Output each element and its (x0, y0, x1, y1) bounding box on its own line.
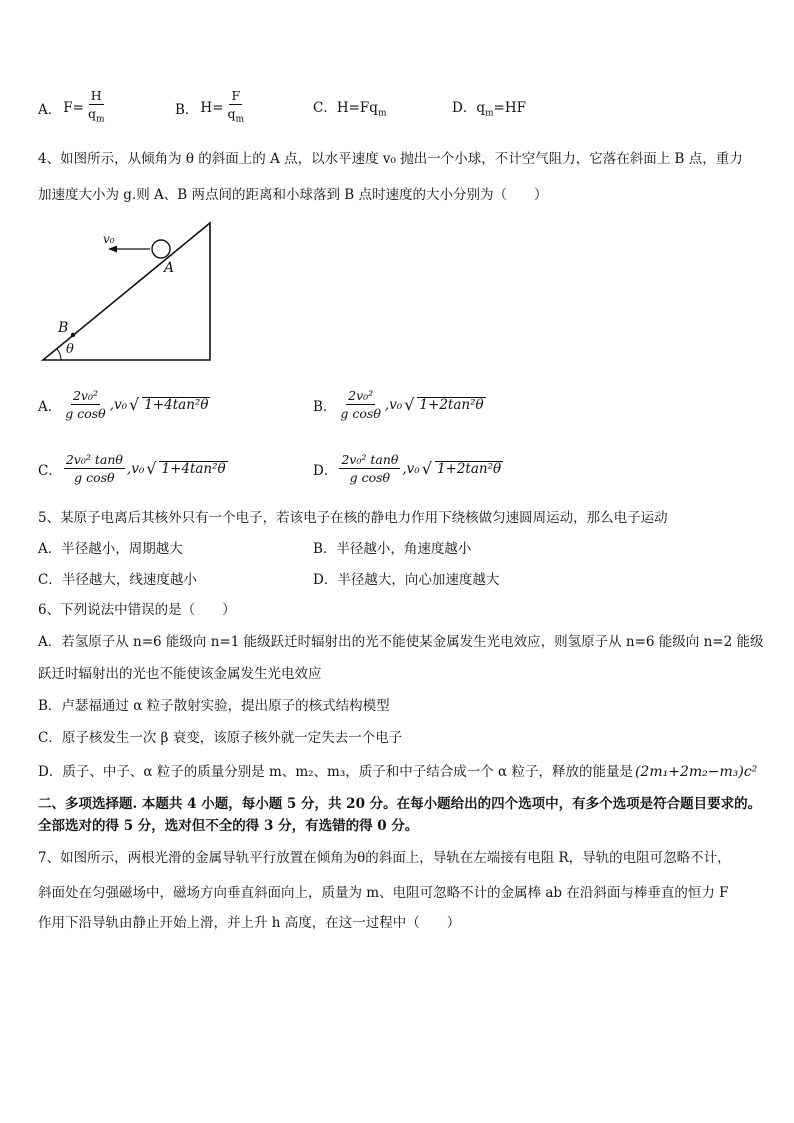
numerator: H (90, 88, 102, 103)
denominator: g cosθ (65, 406, 106, 421)
angle-arc (57, 349, 61, 360)
q4-stem-line2: 加速度大小为 g.则 A、B 两点间的距离和小球落到 B 点时速度的大小分别为（ ） (38, 187, 548, 203)
q5-option-a: A．半径越小，周期越大 (38, 541, 183, 557)
subscript: m (377, 108, 387, 119)
fraction (64, 452, 125, 485)
q3-option-c (313, 99, 386, 123)
option-label: D． (313, 462, 338, 479)
q6-option-a-line1: A．若氢原子从 n=6 能级向 n=1 能级跃迁时辐射出的光不能使某金属发生光电效应，则氢原子从 n=6 能级向 n=2 能级 (38, 634, 764, 650)
denominator: g cosθ (349, 470, 391, 485)
radical-icon: √ (146, 459, 157, 478)
q4-option-b (313, 388, 486, 421)
subscript: m (484, 108, 494, 119)
option-label: B． (313, 398, 337, 415)
q4-option-c (38, 452, 228, 485)
radicand: 1+2tan²θ (419, 396, 484, 413)
subscript: m (235, 114, 245, 125)
option-text-rest: =HF (493, 100, 526, 116)
denominator (86, 105, 107, 128)
radicand: 1+4tan²θ (161, 460, 226, 477)
radicand: 1+2tan²θ (436, 460, 502, 477)
denominator (226, 105, 247, 128)
velocity-term: ,v₀ (402, 460, 420, 477)
option-text: C．H=Fq (313, 100, 378, 116)
q4-option-d (313, 452, 503, 485)
radical-icon: √ (404, 395, 415, 414)
v0-label: v₀ (103, 232, 115, 246)
point-a-label: A (164, 260, 175, 276)
velocity-term: ,v₀ (126, 460, 145, 477)
denominator: g cosθ (74, 470, 115, 485)
numerator: 2v₀² (348, 388, 374, 403)
ball (152, 240, 170, 258)
q5-stem: 5、某原子电离后其核外只有一个电子，若该电子在核的静电力作用下绕核做匀速圆周运动，那么电子运动 (38, 510, 668, 526)
option-label: A． (38, 101, 62, 118)
numerator: 2v₀² tanθ (65, 452, 123, 467)
incline-triangle (43, 223, 210, 360)
energy-formula: (2m₁+2m₂−m₃)c² (634, 764, 758, 780)
q6-option-b: B．卢瑟福通过 α 粒子散射实验，提出原子的核式结构模型 (38, 698, 390, 714)
fraction (339, 452, 400, 485)
q4-option-a (38, 388, 210, 421)
q7-stem-line2: 斜面处在匀强磁场中，磁场方向垂直斜面向上，质量为 m、电阻可忽略不计的金属棒 ab 在沿斜面与棒垂直的恒力 F (38, 885, 729, 901)
theta-label: θ (66, 342, 74, 357)
q6-stem: 6、下列说法中错误的是（ ） (38, 602, 236, 618)
subscript: m (95, 114, 105, 125)
incline-figure (38, 218, 218, 363)
q7-stem-line3: 作用下沿导轨由静止开始上滑，并上升 h 高度，在这一过程中（ ） (38, 915, 461, 931)
q5-option-b: B．半径越小，角速度越小 (313, 541, 472, 557)
point-b-label: B (58, 320, 69, 336)
den-symbol: q (87, 106, 96, 121)
q3-option-d (452, 99, 526, 123)
option-text: D．质子、中子、α 粒子的质量分别是 m、m₂、m₃，质子和中子结合成一个 α 粒子，释放的能量是 (38, 764, 633, 780)
option-label: A． (38, 398, 62, 415)
option-text: D．q (452, 100, 485, 116)
radical-icon: √ (129, 395, 140, 414)
arrowhead-icon (108, 246, 117, 253)
q7-stem-line1: 7、如图所示，两根光滑的金属导轨平行放置在倾角为θ的斜面上，导轨在左端接有电阻 R，导轨的电阻可忽略不计， (38, 850, 731, 866)
fraction (226, 88, 247, 128)
denominator: g cosθ (340, 406, 381, 421)
radical-icon: √ (421, 459, 432, 478)
numerator: 2v₀² tanθ (341, 452, 399, 467)
fraction (86, 88, 107, 128)
velocity-term: ,v₀ (109, 396, 128, 413)
section2-line2: 全部选对的得 5 分，选对但不全的得 3 分，有选错的得 0 分。 (38, 818, 419, 834)
numerator: F (231, 88, 241, 103)
formula-lhs: F= (63, 99, 84, 116)
q3-option-b (175, 88, 246, 128)
q6-option-a-line2: 跃迁时辐射出的光也不能使该金属发生光电效应 (38, 666, 322, 682)
fraction (338, 388, 382, 421)
q6-option-c: C．原子核发生一次 β 衰变，该原子核外就一定失去一个电子 (38, 730, 403, 746)
q6-option-d (38, 763, 757, 781)
q5-option-d: D．半径越大，向心加速度越大 (313, 572, 500, 588)
q4-stem-line1: 4、如图所示，从倾角为 θ 的斜面上的 A 点，以水平速度 v₀ 抛出一个小球，不计空气阻力，它落在斜面上 B 点，重力 (38, 151, 743, 167)
option-label: C． (38, 462, 62, 479)
den-symbol: q (227, 106, 236, 121)
section2-line1: 二、多项选择题. 本题共 4 小题，每小题 5 分，共 20 分。在每小题给出的四个选项中，有多个选项是符合题目要求的。 (38, 796, 762, 812)
formula-lhs: H= (200, 99, 224, 116)
q5-option-c: C．半径越大，线速度越小 (38, 572, 197, 588)
radicand: 1+4tan²θ (144, 396, 209, 413)
numerator: 2v₀² (72, 388, 98, 403)
fraction (63, 388, 107, 421)
q3-option-a (38, 88, 107, 128)
point-b (71, 333, 75, 337)
option-label: B． (175, 101, 199, 118)
velocity-term: ,v₀ (384, 396, 403, 413)
